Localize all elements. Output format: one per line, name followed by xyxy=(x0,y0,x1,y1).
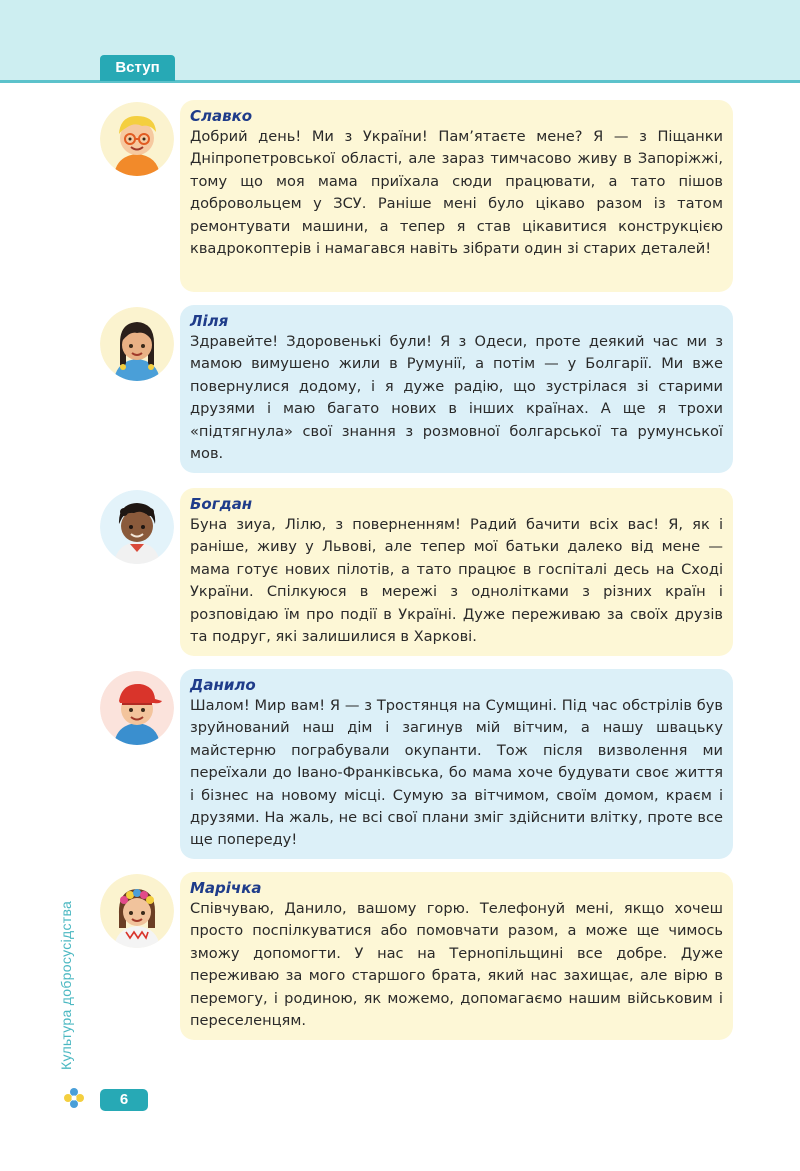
speaker-name: Славко xyxy=(190,107,253,125)
side-title: Культура добросусідства xyxy=(58,900,74,1070)
page-number: 6 xyxy=(100,1089,148,1111)
speech-text: Добрий день! Ми з України! Пам’ятаєте мене? Я — з Піщанки Дніпропетровської області, але зараз тимчасово живу в Запоріжжі, тому що моя мама приїхала сюди працювати, а тато пішов добровольцем у ЗСУ. Раніше мені було цікаво разом із татом ремонтувати машини, а тепер я став цікавитися конструкцією квадрокоптерів і намагався навіть зібрати один зі старих деталей! xyxy=(190,128,723,258)
dialogue-entry-lilia xyxy=(100,305,735,473)
flower-icon xyxy=(63,1087,85,1109)
slavko-avatar xyxy=(100,102,174,176)
speech-text: Здравейте! Здоровенькі були! Я з Одеси, проте деякий час ми з мамою вимушено жили в Румунії, а потім — у Болгарії. Ми вже повернулися додому, і я дуже радію, що зустрілася зі старими друзями і маю багато нових в інших країнах. А ще я трохи «підтягнула» свої знання з розмовної болгарської та румунської мов. xyxy=(190,333,723,463)
speech-bubble xyxy=(180,872,733,1040)
bohdan-avatar xyxy=(100,490,174,564)
lilia-avatar xyxy=(100,307,174,381)
speaker-name: Богдан xyxy=(190,495,253,513)
dialogue-entry-slavko xyxy=(100,100,735,292)
dialogue-entry-danylo xyxy=(100,669,735,859)
marichka-avatar xyxy=(100,874,174,948)
speaker-name: Данило xyxy=(190,676,256,694)
speech-bubble xyxy=(180,488,733,656)
speech-bubble xyxy=(180,669,733,859)
danylo-avatar xyxy=(100,671,174,745)
speech-text: Співчуваю, Данило, вашому горю. Телефонуй мені, якщо хочеш просто поспілкуватися або помовчати разом, а може ще чимось зможу допомогти. У нас на Тернопільщині все добре. Дуже переживаю за мого старшого брата, який нас захищає, але вірю в перемогу, і родиною, як можемо, допомагаємо нашим військовим і переселенцям. xyxy=(190,900,723,1030)
dialogue-entry-marichka xyxy=(100,872,735,1040)
section-tab: Вступ xyxy=(100,55,175,81)
speech-text: Буна зиуа, Лілю, з поверненням! Радий бачити всіх вас! Я, як і раніше, живу у Львові, але тепер мої батьки далеко від мене — мама готує нових пілотів, а тато працює в госпіталі десь на Сході України. Спілкуюся в мережі з однолітками з різних країн і розповідаю їм про події в Україні. Дуже переживаю за своїх друзів та подруг, які залишилися в Харкові. xyxy=(190,516,723,646)
speech-text: Шалом! Мир вам! Я — з Тростянця на Сумщині. Під час обстрілів був зруйнований наш дім і загинув мій вітчим, а нашу швацьку майстерню пограбували окупанти. Тож після визволення ми переїхали до Івано-Франківська, бо мама хоче будувати своє життя і бізнес на новому місці. Сумую за вітчимом, своїм домом, краєм і друзями. На жаль, не всі свої плани зміг здійснити влітку, проте все ще попереду! xyxy=(190,697,723,849)
speech-bubble xyxy=(180,305,733,473)
speaker-name: Марічка xyxy=(190,879,262,897)
speaker-name: Ліля xyxy=(190,312,229,330)
speech-bubble xyxy=(180,100,733,292)
dialogue-entry-bohdan xyxy=(100,488,735,656)
